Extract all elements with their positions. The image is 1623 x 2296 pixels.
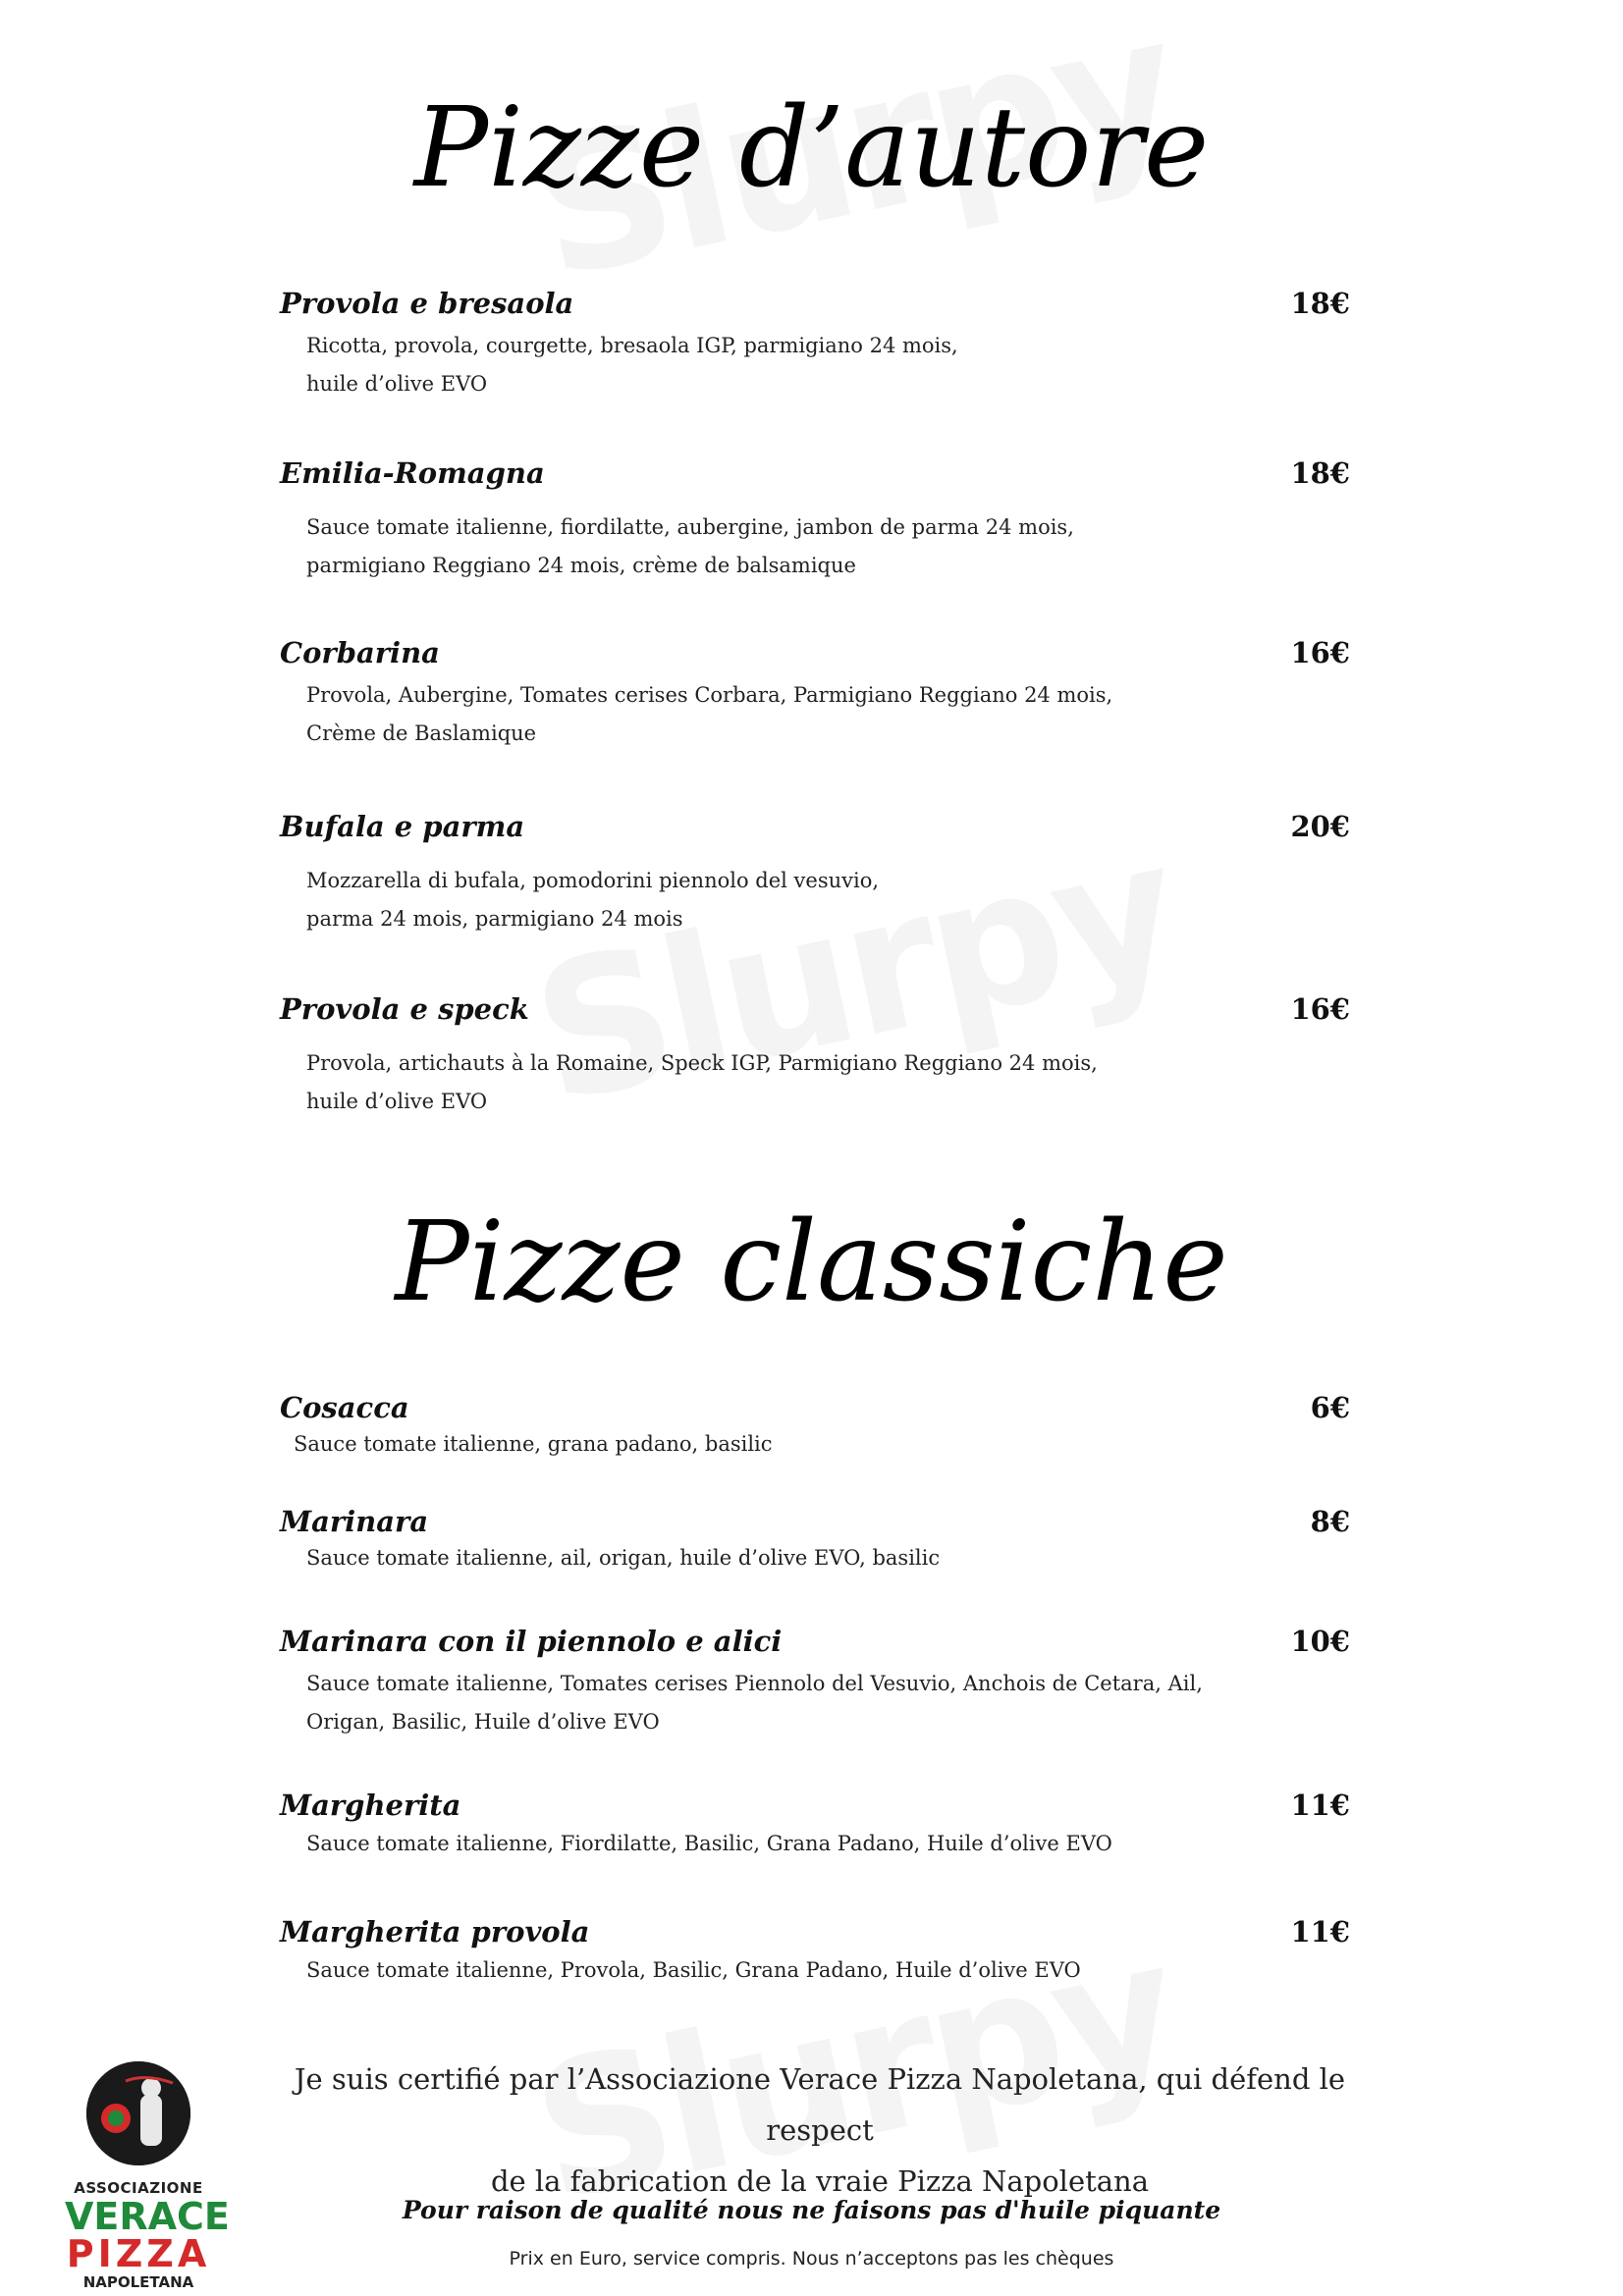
item-description: Sauce tomate italienne, grana padano, basilic — [294, 1432, 773, 1456]
menu-item — [280, 1784, 1350, 1863]
menu-item — [280, 282, 1350, 403]
item-price: 16€ — [1290, 636, 1350, 669]
item-price: 20€ — [1290, 810, 1350, 843]
item-price: 18€ — [1290, 456, 1350, 490]
item-description: Sauce tomate italienne, Tomates cerises Piennolo del Vesuvio, Anchois de Cetara, Ail, — [306, 1672, 1203, 1695]
logo-text: ASSOCIAZIONE — [74, 2179, 203, 2197]
item-description: Sauce tomate italienne, ail, origan, huile d’olive EVO, basilic — [306, 1546, 941, 1570]
item-price: 10€ — [1290, 1625, 1350, 1658]
item-description: Provola, Aubergine, Tomates cerises Corbara, Parmigiano Reggiano 24 mois, — [306, 683, 1113, 707]
item-description: parma 24 mois, parmigiano 24 mois — [306, 907, 683, 931]
certification-text — [275, 2054, 1365, 2207]
menu-item — [280, 1500, 1350, 1577]
item-description: Crème de Baslamique — [306, 721, 537, 745]
item-name: Margherita provola — [280, 1915, 590, 1949]
item-description: Mozzarella di bufala, pomodorini piennolo del vesuvio, — [306, 869, 880, 892]
logo-text: NAPOLETANA — [82, 2273, 194, 2291]
section-title-classiche: Pizze classiche — [395, 1199, 1228, 1326]
item-price: 11€ — [1290, 1915, 1350, 1949]
item-price: 6€ — [1310, 1391, 1350, 1424]
item-price: 16€ — [1290, 992, 1350, 1026]
certification-line: Je suis certifié par l’Associazione Verace Pizza Napoletana, qui défend le respect — [294, 2062, 1346, 2147]
item-description: huile d’olive EVO — [306, 1090, 488, 1113]
item-description: Sauce tomate italienne, Provola, Basilic, Grana Padano, Huile d’olive EVO — [306, 1958, 1081, 1982]
item-name: Corbarina — [280, 636, 440, 669]
avpn-logo — [65, 2042, 230, 2291]
price-footnote: Prix en Euro, service compris. Nous n’acceptons pas les chèques — [509, 2248, 1114, 2269]
item-description: Sauce tomate italienne, Fiordilatte, Basilic, Grana Padano, Huile d’olive EVO — [306, 1832, 1112, 1855]
item-name: Bufala e parma — [280, 810, 525, 843]
menu-item — [280, 988, 1350, 1121]
menu-item — [280, 631, 1350, 753]
item-name: Marinara con il piennolo e alici — [280, 1625, 783, 1658]
item-name: Cosacca — [280, 1391, 409, 1424]
certification-line: de la fabrication de la vraie Pizza Napoletana — [490, 2164, 1150, 2198]
menu-item — [280, 452, 1350, 585]
item-description: Ricotta, provola, courgette, bresaola IGP, parmigiano 24 mois, — [306, 334, 958, 357]
item-price: 11€ — [1290, 1789, 1350, 1822]
item-name: Provola e bresaola — [280, 287, 574, 320]
menu-item — [280, 1386, 1350, 1464]
pizzaiolo-emblem-icon — [86, 2061, 190, 2165]
menu-item — [280, 1910, 1350, 1990]
item-name: Marinara — [280, 1505, 429, 1538]
logo-text: PIZZA — [66, 2232, 211, 2275]
item-name: Margherita — [280, 1789, 461, 1822]
spicy-oil-notice: Pour raison de qualité nous ne faisons pas d'huile piquante — [402, 2196, 1221, 2224]
item-description: Origan, Basilic, Huile d’olive EVO — [306, 1710, 660, 1734]
item-description: parmigiano Reggiano 24 mois, crème de balsamique — [306, 554, 856, 577]
section-title-autore: Pizze d’autore — [413, 84, 1210, 212]
item-name: Provola e speck — [280, 992, 529, 1026]
item-price: 18€ — [1290, 287, 1350, 320]
logo-text: VERACE — [65, 2195, 230, 2238]
menu-item — [280, 1620, 1350, 1741]
item-description: Provola, artichauts à la Romaine, Speck IGP, Parmigiano Reggiano 24 mois, — [306, 1051, 1098, 1075]
menu-item — [280, 805, 1350, 938]
item-description: Sauce tomate italienne, fiordilatte, aubergine, jambon de parma 24 mois, — [306, 515, 1074, 539]
item-name: Emilia-Romagna — [280, 456, 545, 490]
item-description: huile d’olive EVO — [306, 372, 488, 396]
item-price: 8€ — [1310, 1505, 1350, 1538]
